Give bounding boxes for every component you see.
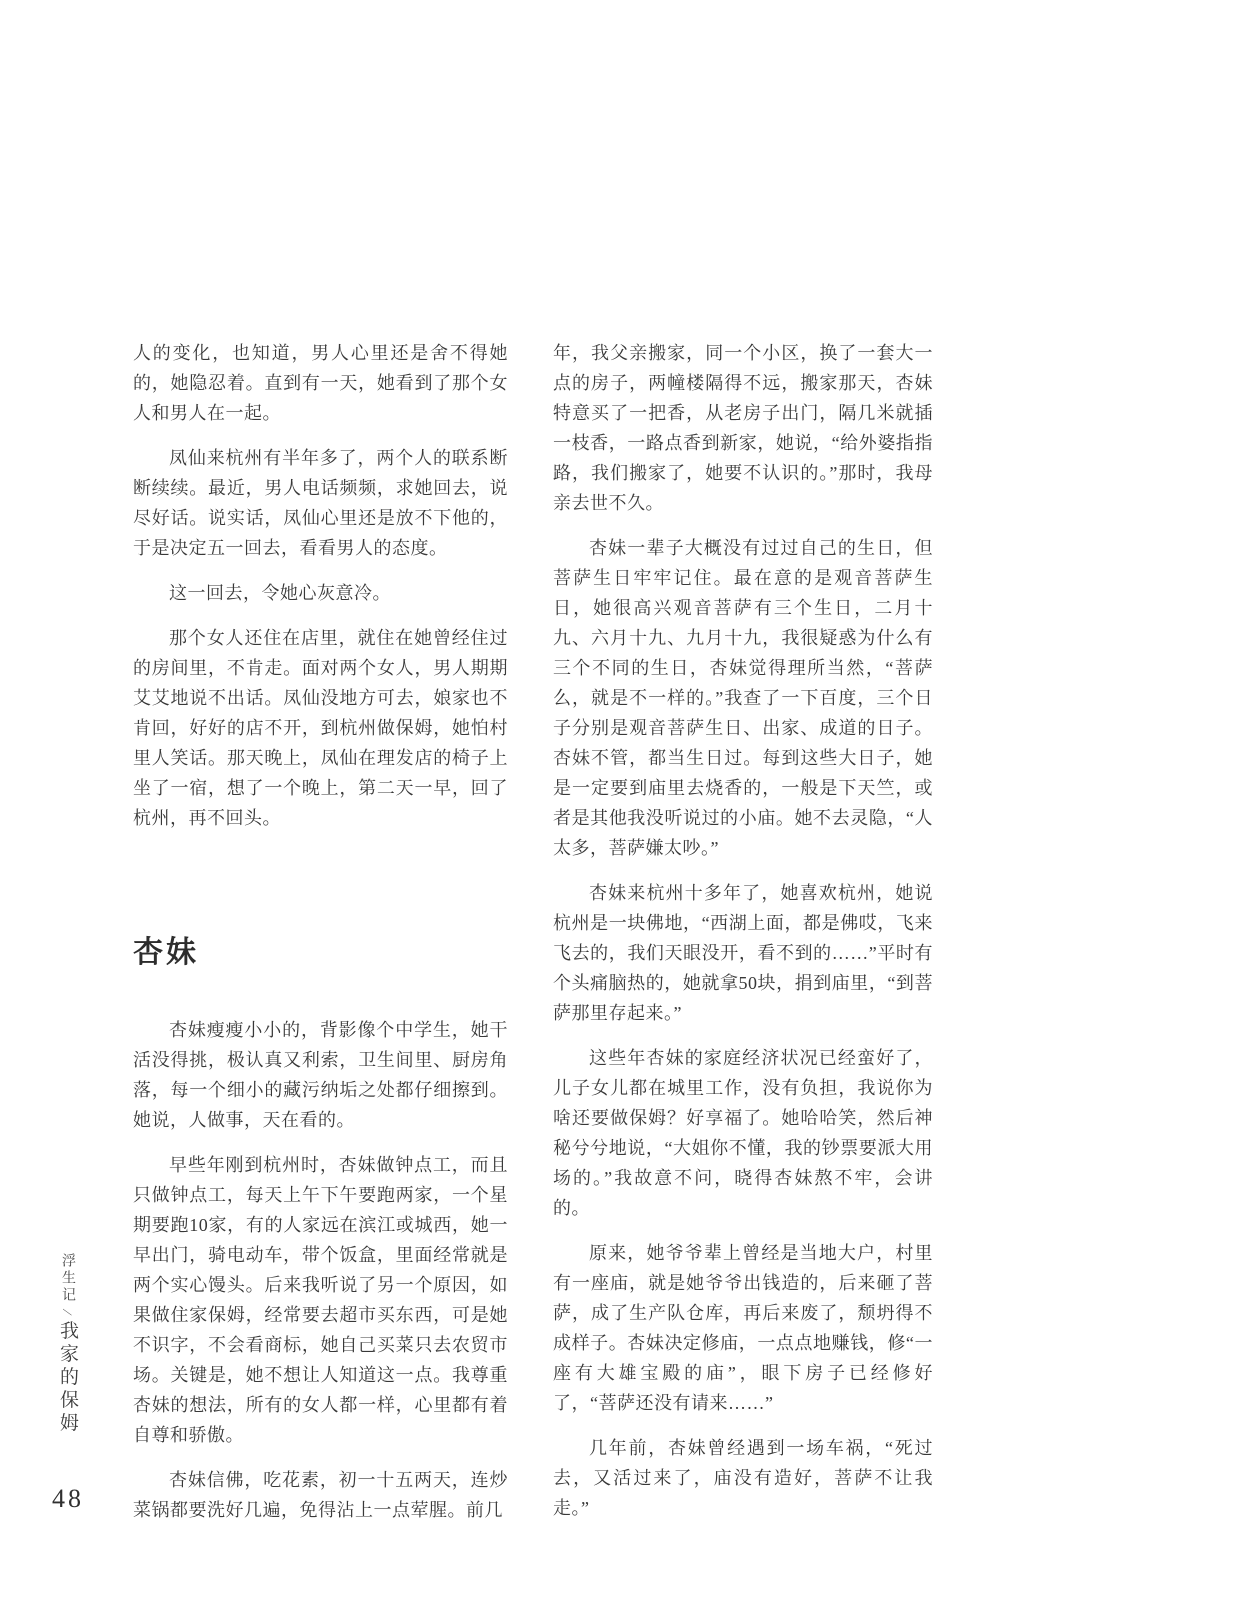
paragraph: 杏妹一辈子大概没有过过自己的生日，但菩萨生日牢牢记住。最在意的是观音菩萨生日，她很高兴观音菩萨有三个生日，二月十九、六月十九、九月十九，我很疑惑为什么有三个不同的生日，杏妹觉得理所当然，“菩萨么，就是不一样的。”我查了一下百度，三个日子分别是观音菩萨生日、出家、成道的日子。杏妹不管，都当生日过。每到这些大日子，她是一定要到庙里去烧香的，一般是下天竺，或者是其他我没听说过的小庙。她不去灵隐，“人太多，菩萨嫌太吵。”	[553, 538, 933, 858]
series-label: 浮生记	[60, 1253, 75, 1304]
paragraph: 人的变化，也知道，男人心里还是舍不得她的，她隐忍着。直到有一天，她看到了那个女人和男人在一起。	[133, 343, 508, 423]
paragraph: 早些年刚到杭州时，杏妹做钟点工，而且只做钟点工，每天上午下午要跑两家，一个星期要跑10家，有的人家远在滨江或城西，她一早出门，骑电动车，带个饭盒，里面经常就是两个实心馒头。后来我听说了另一个原因，如果做住家保姆，经常要去超市买东西，可是她不识字，不会看商标，她自己买菜只去农贸市场。关键是，她不想让人知道这一点。我尊重杏妹的想法，所有的女人都一样，心里都有着自尊和骄傲。	[133, 1155, 508, 1445]
paragraph: 原来，她爷爷辈上曾经是当地大户，村里有一座庙，就是她爷爷出钱造的，后来砸了菩萨，成了生产队仓库，再后来废了，颓坍得不成样子。杏妹决定修庙，一点点地赚钱，修“一座有大雄宝殿的庙”，眼下房子已经修好了，“菩萨还没有请来……”	[553, 1243, 933, 1413]
left-column	[133, 338, 508, 1525]
folio-slash: ∕	[60, 1311, 75, 1314]
paragraph: 那个女人还住在店里，就住在她曾经住过的房间里，不肯走。面对两个女人，男人期期艾艾地说不出话。凤仙没地方可去，娘家也不肯回，好好的店不开，到杭州做保姆，她怕村里人笑话。那天晚上，凤仙在理发店的椅子上坐了一宿，想了一个晚上，第二天一早，回了杭州，再不回头。	[133, 628, 508, 828]
paragraph: 年，我父亲搬家，同一个小区，换了一套大一点的房子，两幢楼隔得不远，搬家那天，杏妹特意买了一把香，从老房子出门，隔几米就插一枝香，一路点香到新家，她说，“给外婆指指路，我们搬家了，她要不认识的。”那时，我母亲去世不久。	[553, 343, 933, 513]
section-heading: 杏妹	[133, 936, 199, 969]
article-title-label: 我家的保姆	[57, 1320, 78, 1436]
paragraph: 几年前，杏妹曾经遇到一场车祸，“死过去，又活过来了，庙没有造好，菩萨不让我走。”	[553, 1438, 933, 1518]
paragraph: 这些年杏妹的家庭经济状况已经蛮好了，儿子女儿都在城里工作，没有负担，我说你为啥还要做保姆？好享福了。她哈哈笑，然后神秘兮兮地说，“大姐你不懂，我的钞票要派大用场的。”我故意不问，晓得杏妹熬不牢，会讲的。	[553, 1048, 933, 1218]
paragraph: 杏妹瘦瘦小小的，背影像个中学生，她干活没得挑，极认真又利索，卫生间里、厨房角落，每一个细小的藏污纳垢之处都仔细擦到。她说，人做事，天在看的。	[133, 1020, 508, 1130]
paragraph: 杏妹信佛，吃花素，初一十五两天，连炒菜锅都要洗好几遍，免得沾上一点荤腥。前几	[133, 1470, 508, 1520]
paragraph: 这一回去，令她心灰意冷。	[169, 583, 391, 603]
paragraph: 杏妹来杭州十多年了，她喜欢杭州，她说杭州是一块佛地，“西湖上面，都是佛哎，飞来飞去的，我们天眼没开，看不到的……”平时有个头痛脑热的，她就拿50块，捐到庙里，“到菩萨那里存起来。”	[553, 883, 933, 1023]
right-column	[553, 338, 933, 1523]
page-number: 48	[52, 1484, 84, 1513]
paragraph: 凤仙来杭州有半年多了，两个人的联系断断续续。最近，男人电话频频，求她回去，说尽好话。说实话，凤仙心里还是放不下他的，于是决定五一回去，看看男人的态度。	[133, 448, 508, 558]
folio-sidebar	[58, 1253, 77, 1435]
